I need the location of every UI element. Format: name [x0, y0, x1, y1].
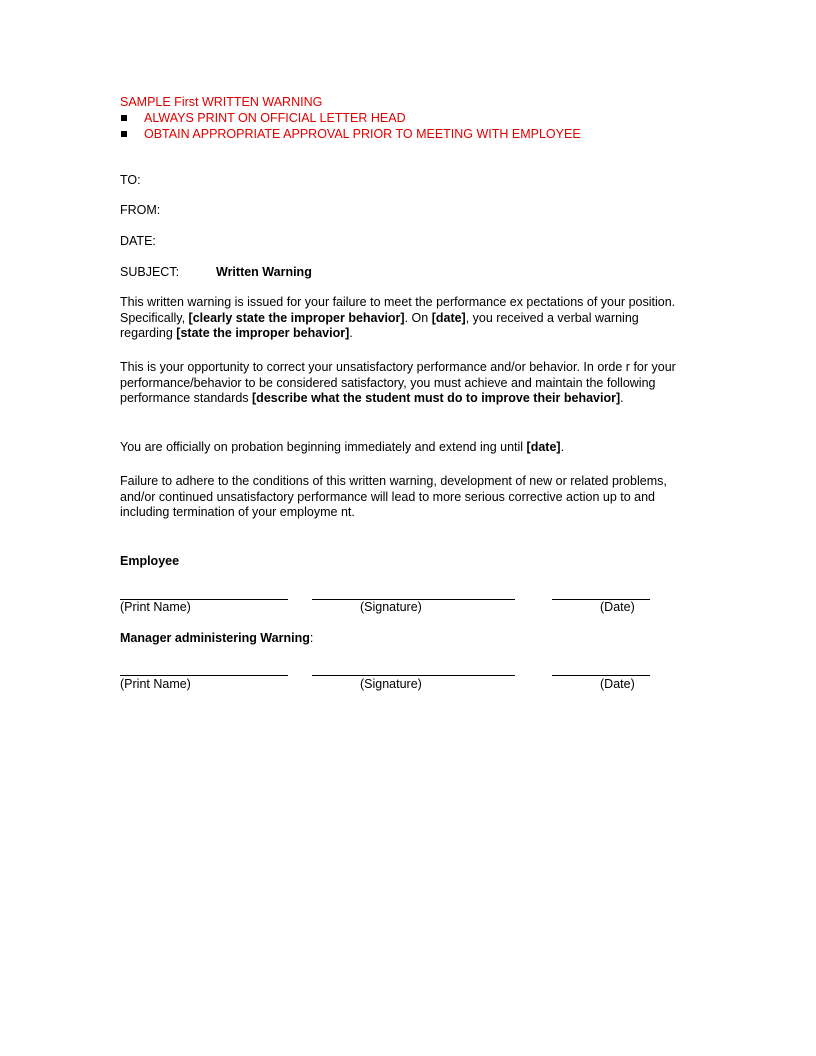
manager-print-name-caption: (Print Name) — [120, 677, 191, 691]
date-label: DATE: — [120, 234, 156, 248]
p1-placeholder-date: [date] — [431, 310, 466, 325]
paragraph-2 — [120, 360, 690, 407]
p1-text-4: . — [349, 326, 353, 340]
instruction-bullet-1: ALWAYS PRINT ON OFFICIAL LETTER HEAD — [144, 111, 406, 125]
manager-signature-line[interactable] — [312, 675, 515, 676]
bullet-icon — [121, 115, 127, 121]
p1-text-2: . On — [404, 310, 432, 325]
manager-date-caption: (Date) — [600, 677, 635, 691]
p1-placeholder-behavior: [clearly state the improper behavior] — [188, 310, 405, 325]
to-label: TO: — [120, 173, 141, 187]
subject-label: SUBJECT: — [120, 265, 180, 279]
subject-value: Written Warning — [216, 265, 312, 279]
from-label: FROM: — [120, 203, 161, 217]
p3-text-1: You are officially on probation beginning immediately and extend ing until — [120, 440, 527, 454]
instruction-bullet-2: OBTAIN APPROPRIATE APPROVAL PRIOR TO MEETING WITH EMPLOYEE — [144, 127, 581, 141]
sample-title: SAMPLE First WRITTEN WARNING — [120, 95, 323, 109]
paragraph-4: Failure to adhere to the conditions of this written warning, development of new or related problems, and/or continued unsatisfactory performance will lead to more serious corrective action up to and including termination of your employme nt. — [120, 474, 667, 519]
bullet-icon — [121, 131, 127, 137]
manager-date-line[interactable] — [552, 675, 650, 676]
manager-heading-colon: : — [309, 631, 314, 645]
p2-text-1: This is your opportunity to correct your unsatisfactory performance and/or behavior. In orde r for your performance/behavior to be considered satisfactory, you must achieve and maintain the following performance standards — [120, 360, 676, 405]
manager-heading-text: Manager administering Warning — [120, 631, 310, 645]
p3-placeholder-date: [date] — [526, 440, 561, 454]
employee-date-caption: (Date) — [600, 600, 635, 614]
paragraph-1 — [120, 295, 690, 342]
manager-heading — [120, 631, 313, 645]
employee-heading: Employee — [120, 554, 180, 568]
p1-placeholder-verbal: [state the improper behavior] — [176, 326, 350, 340]
p2-placeholder-standards: [describe what the student must do to improve their behavior] — [252, 391, 621, 405]
employee-signature-caption: (Signature) — [360, 600, 422, 614]
p1-text-1: This written warning is issued for your failure to meet the performance ex pectations of your position. Specifically, — [120, 295, 676, 325]
employee-print-name-caption: (Print Name) — [120, 600, 191, 614]
manager-print-name-line[interactable] — [120, 675, 288, 676]
p2-text-2: . — [620, 391, 624, 405]
paragraph-3 — [120, 440, 690, 456]
p3-text-2: . — [560, 440, 565, 454]
manager-signature-caption: (Signature) — [360, 677, 422, 691]
p1-text-3: , you received a verbal warning regarding — [120, 310, 639, 340]
